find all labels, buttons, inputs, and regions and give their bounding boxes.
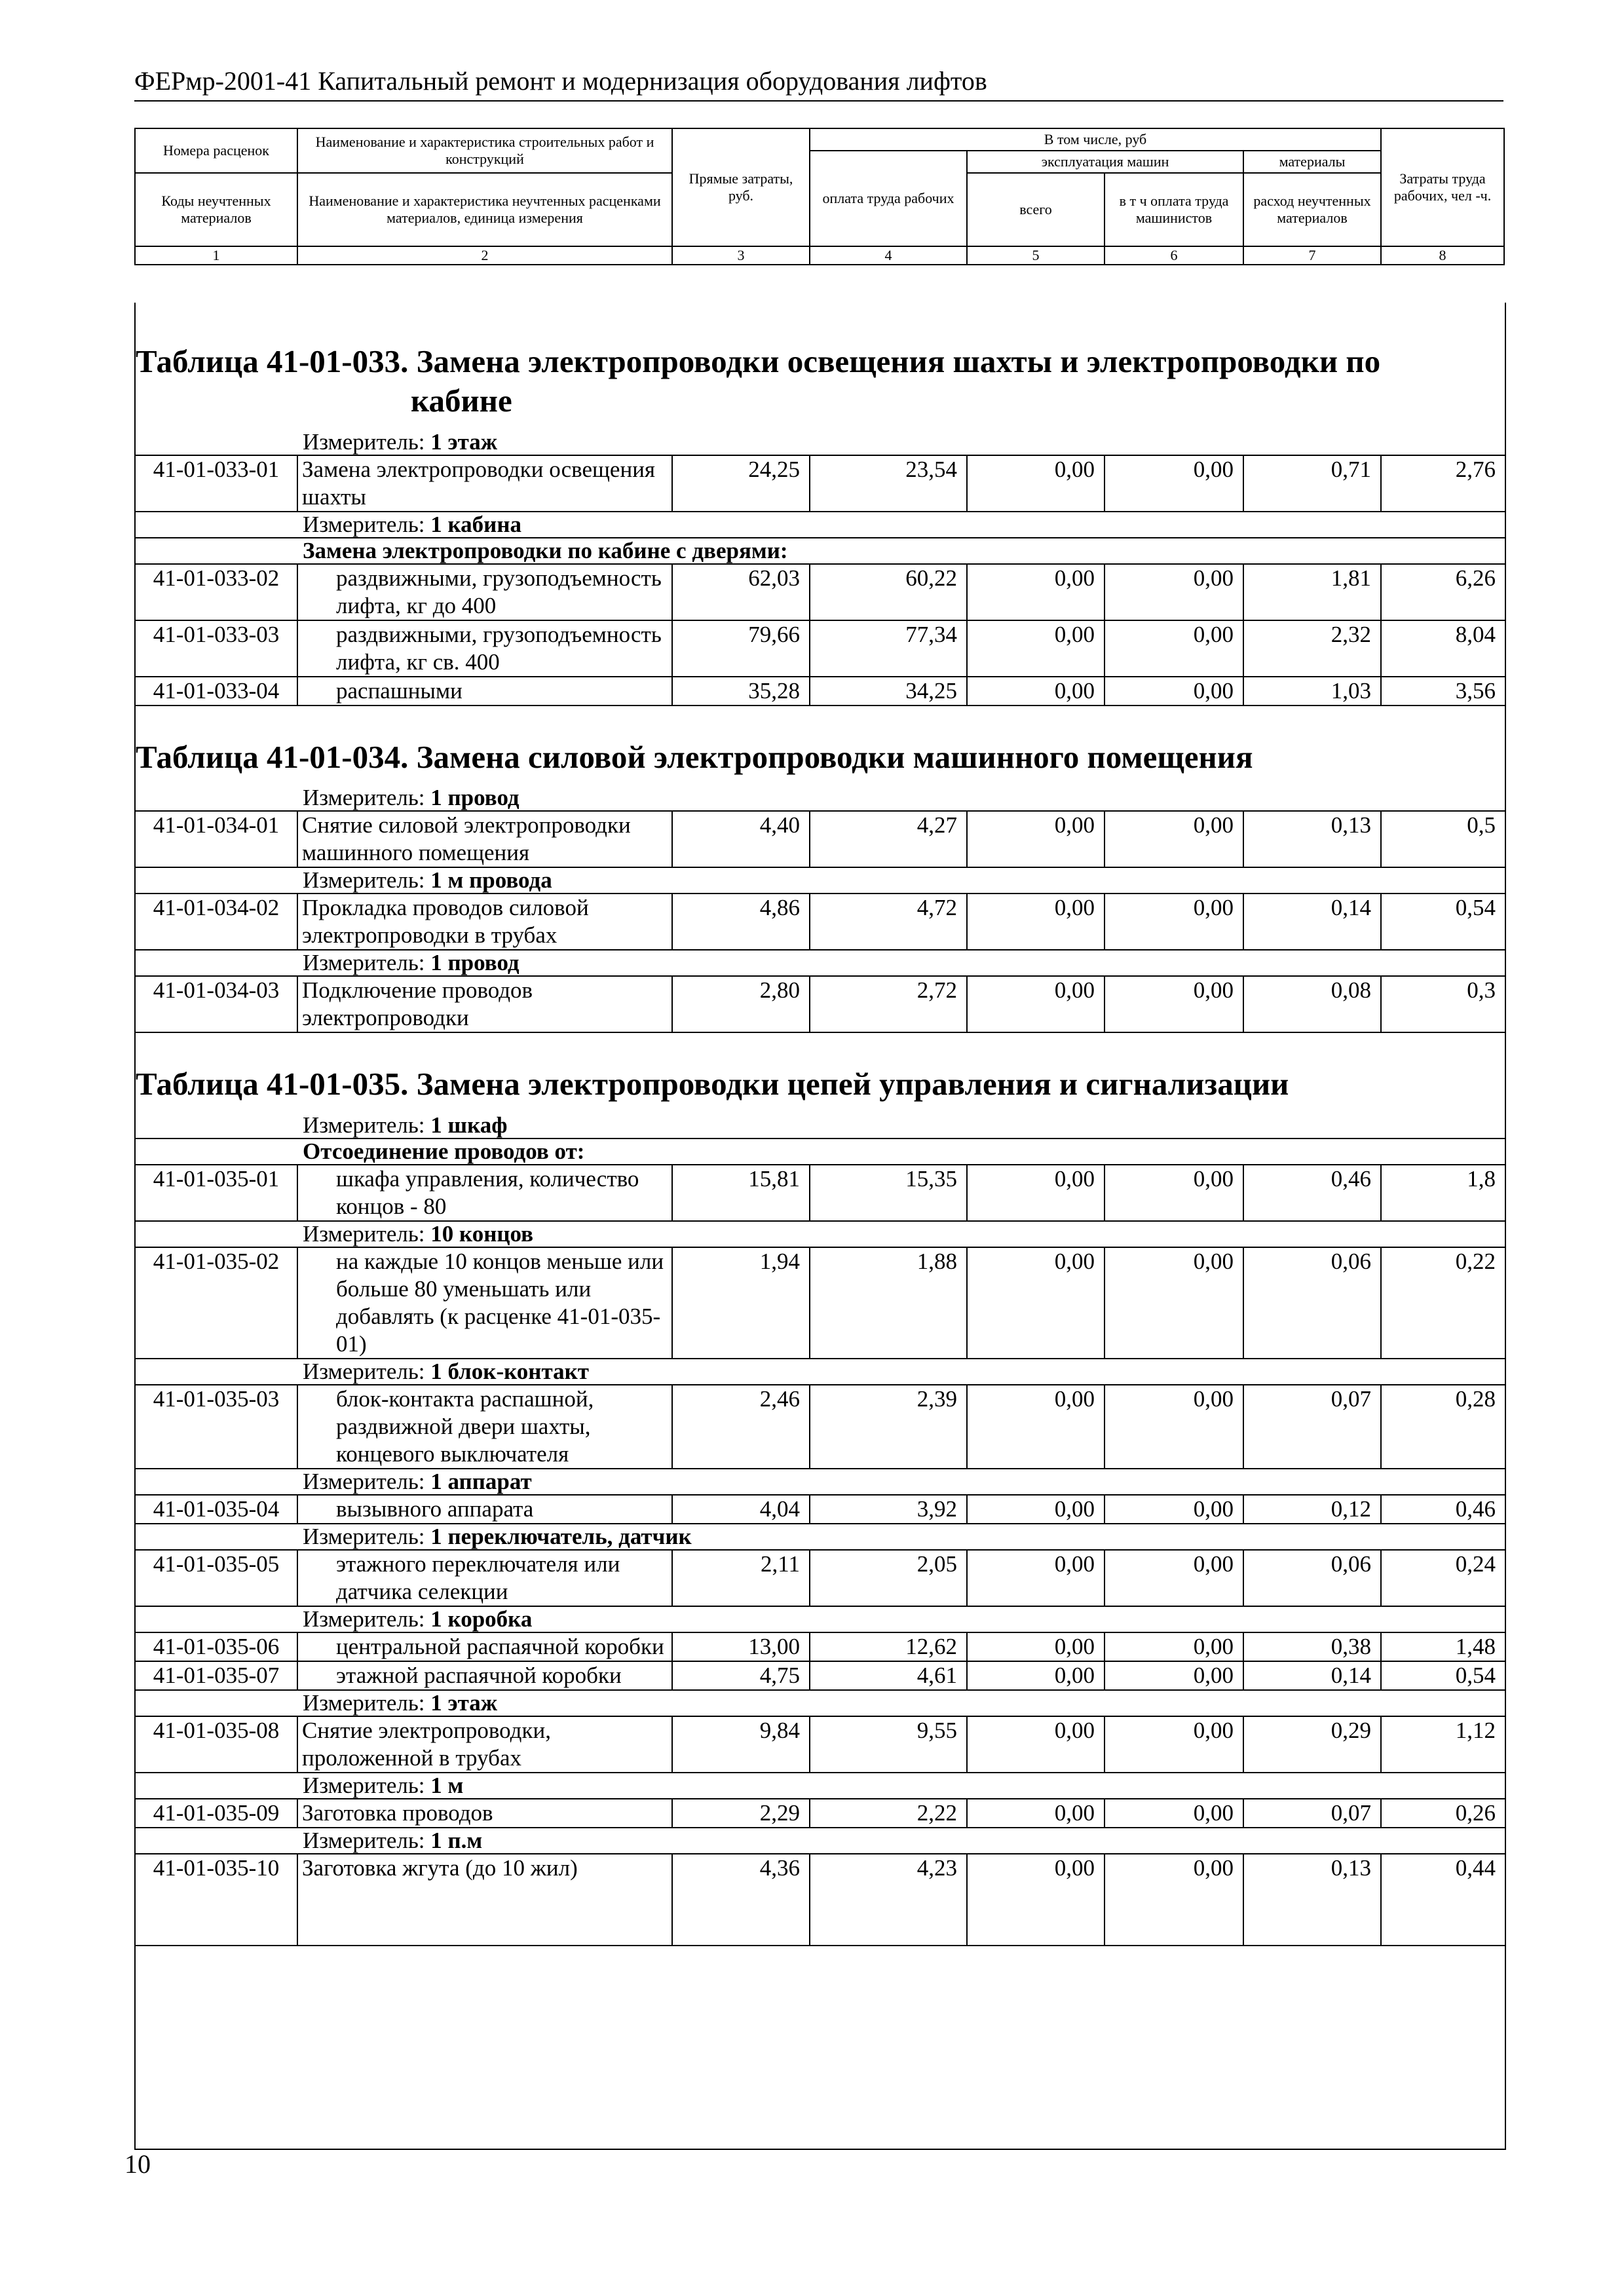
direct-costs-value: 1,94 xyxy=(673,1248,810,1359)
work-description: Замена электропроводки освещения шахты xyxy=(298,456,673,512)
header-number: 4 xyxy=(810,246,967,265)
operator-pay-value: 0,00 xyxy=(1105,1385,1244,1469)
labor-hours-value: 0,44 xyxy=(1382,1854,1505,1946)
machine-total-value: 0,00 xyxy=(968,621,1105,677)
worker-pay-value: 12,62 xyxy=(810,1633,968,1662)
group-heading: Замена электропроводки по кабине с дверями: xyxy=(136,538,1505,565)
worker-pay-value: 60,22 xyxy=(810,565,968,621)
labor-hours-value: 0,24 xyxy=(1382,1551,1505,1607)
work-description: Подключение проводов электропроводки xyxy=(298,977,673,1033)
labor-hours-value: 1,12 xyxy=(1382,1717,1505,1773)
worker-pay-value: 2,05 xyxy=(810,1551,968,1607)
rate-code: 41-01-035-10 xyxy=(136,1854,298,1946)
measure-label: Измеритель: xyxy=(303,428,425,455)
rate-code: 41-01-035-08 xyxy=(136,1717,298,1773)
direct-costs-value: 9,84 xyxy=(673,1717,810,1773)
work-description: Снятие силовой электропроводки машинного помещения xyxy=(298,812,673,868)
header-number: 3 xyxy=(672,246,810,265)
header-number: 7 xyxy=(1243,246,1381,265)
materials-value: 0,12 xyxy=(1244,1496,1382,1524)
operator-pay-value: 0,00 xyxy=(1105,1662,1244,1691)
labor-hours-value: 0,54 xyxy=(1382,894,1505,950)
materials-value: 0,71 xyxy=(1244,456,1382,512)
operator-pay-value: 0,00 xyxy=(1105,812,1244,868)
header-materials: материалы xyxy=(1243,151,1381,173)
header-direct-costs: Прямые затраты, руб. xyxy=(672,128,810,246)
direct-costs-value: 4,75 xyxy=(673,1662,810,1691)
direct-costs-value: 62,03 xyxy=(673,565,810,621)
measure-label: Измеритель: xyxy=(303,1112,425,1138)
measure-unit: 1 этаж xyxy=(430,428,498,455)
table-row xyxy=(136,1717,1505,1773)
materials-value: 0,38 xyxy=(1244,1633,1382,1662)
materials-value: 0,46 xyxy=(1244,1165,1382,1222)
header-labor-hours: Затраты труда рабочих, чел -ч. xyxy=(1381,128,1504,246)
header-including: В том числе, руб xyxy=(810,128,1381,151)
machine-total-value: 0,00 xyxy=(968,1551,1105,1607)
direct-costs-value: 4,86 xyxy=(673,894,810,950)
labor-hours-value: 0,46 xyxy=(1382,1496,1505,1524)
operator-pay-value: 0,00 xyxy=(1105,1633,1244,1662)
direct-costs-value: 79,66 xyxy=(673,621,810,677)
measure-unit: 1 шкаф xyxy=(430,1112,508,1138)
measure-unit: 1 м провода xyxy=(430,867,552,894)
materials-value: 0,14 xyxy=(1244,894,1382,950)
measure-label: Измеритель: xyxy=(303,785,425,811)
direct-costs-value: 24,25 xyxy=(673,456,810,512)
measure-unit: 10 концов xyxy=(430,1221,534,1247)
measure-unit: 1 переключатель, датчик xyxy=(430,1524,692,1550)
measure-label: Измеритель: xyxy=(303,1773,425,1799)
work-description: этажного переключателя или датчика селекции xyxy=(298,1551,673,1607)
labor-hours-value: 6,26 xyxy=(1382,565,1505,621)
worker-pay-value: 3,92 xyxy=(810,1496,968,1524)
machine-total-value: 0,00 xyxy=(968,677,1105,706)
header-number: 6 xyxy=(1105,246,1243,265)
machine-total-value: 0,00 xyxy=(968,1633,1105,1662)
rate-code: 41-01-034-03 xyxy=(136,977,298,1033)
materials-value: 0,13 xyxy=(1244,812,1382,868)
table-row xyxy=(136,894,1505,950)
machine-total-value: 0,00 xyxy=(968,1248,1105,1359)
worker-pay-value: 4,27 xyxy=(810,812,968,868)
rate-code: 41-01-035-04 xyxy=(136,1496,298,1524)
measure-unit-line xyxy=(136,1607,1505,1633)
worker-pay-value: 4,61 xyxy=(810,1662,968,1691)
operator-pay-value: 0,00 xyxy=(1105,677,1244,706)
header-machine-total: всего xyxy=(967,173,1105,246)
labor-hours-value: 1,8 xyxy=(1382,1165,1505,1222)
operator-pay-value: 0,00 xyxy=(1105,1165,1244,1222)
direct-costs-value: 13,00 xyxy=(673,1633,810,1662)
table-row xyxy=(136,1551,1505,1607)
labor-hours-value: 0,26 xyxy=(1382,1799,1505,1828)
rate-code: 41-01-035-09 xyxy=(136,1799,298,1828)
section-title-line1: Таблица 41-01-034. Замена силовой электропроводки машинного помещения xyxy=(136,738,1253,775)
labor-hours-value: 3,56 xyxy=(1382,677,1505,706)
measure-label: Измеритель: xyxy=(303,1359,425,1385)
work-description: центральной распаячной коробки xyxy=(298,1633,673,1662)
table-row xyxy=(136,456,1505,512)
header-rate-numbers: Номера расценок xyxy=(135,128,297,173)
rate-code: 41-01-033-02 xyxy=(136,565,298,621)
measure-label: Измеритель: xyxy=(303,1606,425,1632)
worker-pay-value: 1,88 xyxy=(810,1248,968,1359)
rate-code: 41-01-033-01 xyxy=(136,456,298,512)
worker-pay-value: 4,72 xyxy=(810,894,968,950)
work-description: раздвижными, грузоподъемность лифта, кг до 400 xyxy=(298,565,673,621)
machine-total-value: 0,00 xyxy=(968,1385,1105,1469)
machine-total-value: 0,00 xyxy=(968,1496,1105,1524)
worker-pay-value: 15,35 xyxy=(810,1165,968,1222)
operator-pay-value: 0,00 xyxy=(1105,456,1244,512)
table-row xyxy=(136,812,1505,868)
measure-label: Измеритель: xyxy=(303,950,425,976)
measure-unit: 1 провод xyxy=(430,785,519,811)
materials-value: 0,07 xyxy=(1244,1385,1382,1469)
machine-total-value: 0,00 xyxy=(968,1662,1105,1691)
materials-value: 0,06 xyxy=(1244,1551,1382,1607)
machine-total-value: 0,00 xyxy=(968,1854,1105,1946)
labor-hours-value: 8,04 xyxy=(1382,621,1505,677)
work-description: Заготовка проводов xyxy=(298,1799,673,1828)
measure-unit-line xyxy=(136,512,1505,538)
table-row xyxy=(136,621,1505,677)
title-rule xyxy=(134,100,1503,102)
labor-hours-value: 0,22 xyxy=(1382,1248,1505,1359)
header-material-names: Наименование и характеристика неучтенных расценками материалов, единица измерения xyxy=(297,173,672,246)
table-row xyxy=(136,1662,1505,1691)
measure-label: Измеритель: xyxy=(303,1828,425,1854)
header-number: 1 xyxy=(135,246,297,265)
rate-code: 41-01-033-04 xyxy=(136,677,298,706)
table-row xyxy=(136,977,1505,1033)
operator-pay-value: 0,00 xyxy=(1105,894,1244,950)
operator-pay-value: 0,00 xyxy=(1105,565,1244,621)
measure-unit-line xyxy=(136,1828,1505,1854)
work-description: вызывного аппарата xyxy=(298,1496,673,1524)
direct-costs-value: 2,29 xyxy=(673,1799,810,1828)
column-header-table xyxy=(134,128,1505,265)
measure-unit: 1 провод xyxy=(430,950,519,976)
table-row xyxy=(136,1385,1505,1469)
measure-label: Измеритель: xyxy=(303,511,425,537)
operator-pay-value: 0,00 xyxy=(1105,1854,1244,1946)
machine-total-value: 0,00 xyxy=(968,812,1105,868)
work-description: Снятие электропроводки, проложенной в трубах xyxy=(298,1717,673,1773)
header-material-consumption: расход неучтенных материалов xyxy=(1243,173,1381,246)
work-description: этажной распаячной коробки xyxy=(298,1662,673,1691)
worker-pay-value: 9,55 xyxy=(810,1717,968,1773)
measure-unit-line xyxy=(136,1691,1505,1717)
operator-pay-value: 0,00 xyxy=(1105,977,1244,1033)
group-heading: Отсоединение проводов от: xyxy=(136,1139,1505,1165)
rate-code: 41-01-033-03 xyxy=(136,621,298,677)
measure-label: Измеритель: xyxy=(303,1221,425,1247)
materials-value: 0,07 xyxy=(1244,1799,1382,1828)
labor-hours-value: 0,3 xyxy=(1382,977,1505,1033)
page-number: 10 xyxy=(124,2149,151,2179)
header-number: 8 xyxy=(1381,246,1504,265)
measure-unit-line xyxy=(136,1524,1505,1551)
operator-pay-value: 0,00 xyxy=(1105,1717,1244,1773)
machine-total-value: 0,00 xyxy=(968,565,1105,621)
work-description: распашными xyxy=(298,677,673,706)
work-description: Заготовка жгута (до 10 жил) xyxy=(298,1854,673,1946)
worker-pay-value: 4,23 xyxy=(810,1854,968,1946)
operator-pay-value: 0,00 xyxy=(1105,1248,1244,1359)
materials-value: 0,13 xyxy=(1244,1854,1382,1946)
machine-total-value: 0,00 xyxy=(968,1717,1105,1773)
machine-total-value: 0,00 xyxy=(968,977,1105,1033)
machine-total-value: 0,00 xyxy=(968,456,1105,512)
machine-total-value: 0,00 xyxy=(968,894,1105,950)
materials-value: 1,81 xyxy=(1244,565,1382,621)
operator-pay-value: 0,00 xyxy=(1105,1496,1244,1524)
section-title xyxy=(136,1033,1505,1113)
worker-pay-value: 2,22 xyxy=(810,1799,968,1828)
worker-pay-value: 77,34 xyxy=(810,621,968,677)
measure-unit: 1 аппарат xyxy=(430,1469,532,1495)
measure-label: Измеритель: xyxy=(303,1469,425,1495)
measure-label: Измеритель: xyxy=(303,867,425,894)
header-operator-pay: в т ч оплата труда машинистов xyxy=(1105,173,1243,246)
materials-value: 0,29 xyxy=(1244,1717,1382,1773)
table-row xyxy=(136,1799,1505,1828)
measure-unit: 1 м xyxy=(430,1773,464,1799)
rate-code: 41-01-035-05 xyxy=(136,1551,298,1607)
work-description: раздвижными, грузоподъемность лифта, кг св. 400 xyxy=(298,621,673,677)
direct-costs-value: 2,11 xyxy=(673,1551,810,1607)
operator-pay-value: 0,00 xyxy=(1105,1551,1244,1607)
labor-hours-value: 0,28 xyxy=(1382,1385,1505,1469)
machine-total-value: 0,00 xyxy=(968,1165,1105,1222)
rate-code: 41-01-035-07 xyxy=(136,1662,298,1691)
work-description: Прокладка проводов силовой электропроводки в трубах xyxy=(298,894,673,950)
worker-pay-value: 34,25 xyxy=(810,677,968,706)
table-row xyxy=(136,565,1505,621)
header-machine-operation: эксплуатация машин xyxy=(967,151,1243,173)
measure-unit-line xyxy=(136,950,1505,977)
document-title: ФЕРмр-2001-41 Капитальный ремонт и модернизация оборудования лифтов xyxy=(134,66,987,96)
table-row xyxy=(136,1854,1505,1946)
measure-unit-line xyxy=(136,1222,1505,1248)
header-material-codes: Коды неучтенных материалов xyxy=(135,173,297,246)
work-description: блок-контакта распашной, раздвижной двери шахты, концевого выключателя xyxy=(298,1385,673,1469)
measure-unit: 1 кабина xyxy=(430,511,521,537)
section-title-line1: Таблица 41-01-035. Замена электропроводки цепей управления и сигнализации xyxy=(136,1066,1289,1102)
worker-pay-value: 23,54 xyxy=(810,456,968,512)
table-row xyxy=(136,1165,1505,1222)
labor-hours-value: 2,76 xyxy=(1382,456,1505,512)
section-title-line1: Таблица 41-01-033. Замена электропроводки освещения шахты и электропроводки по xyxy=(136,343,1381,379)
section-title xyxy=(136,303,1505,430)
measure-unit-line xyxy=(136,1773,1505,1799)
materials-value: 0,14 xyxy=(1244,1662,1382,1691)
table-row xyxy=(136,1248,1505,1359)
measure-unit-line xyxy=(136,1469,1505,1496)
materials-value: 0,08 xyxy=(1244,977,1382,1033)
direct-costs-value: 35,28 xyxy=(673,677,810,706)
operator-pay-value: 0,00 xyxy=(1105,621,1244,677)
measure-label: Измеритель: xyxy=(303,1690,425,1716)
header-worker-pay: оплата труда рабочих xyxy=(810,151,967,246)
worker-pay-value: 2,72 xyxy=(810,977,968,1033)
direct-costs-value: 2,46 xyxy=(673,1385,810,1469)
rate-code: 41-01-034-01 xyxy=(136,812,298,868)
header-number: 2 xyxy=(297,246,672,265)
header-number: 5 xyxy=(967,246,1105,265)
measure-unit: 1 блок-контакт xyxy=(430,1359,589,1385)
machine-total-value: 0,00 xyxy=(968,1799,1105,1828)
measure-label: Измеритель: xyxy=(303,1524,425,1550)
rate-code: 41-01-035-01 xyxy=(136,1165,298,1222)
table-row xyxy=(136,1633,1505,1662)
work-description: шкафа управления, количество концов - 80 xyxy=(298,1165,673,1222)
rate-code: 41-01-035-02 xyxy=(136,1248,298,1359)
rates-table-body xyxy=(134,303,1506,2150)
rate-code: 41-01-034-02 xyxy=(136,894,298,950)
measure-unit-line xyxy=(136,785,1505,812)
direct-costs-value: 4,40 xyxy=(673,812,810,868)
labor-hours-value: 1,48 xyxy=(1382,1633,1505,1662)
worker-pay-value: 2,39 xyxy=(810,1385,968,1469)
section-title-line2: кабине xyxy=(411,382,512,419)
rate-code: 41-01-035-03 xyxy=(136,1385,298,1469)
measure-unit: 1 этаж xyxy=(430,1690,498,1716)
rate-code: 41-01-035-06 xyxy=(136,1633,298,1662)
measure-unit: 1 коробка xyxy=(430,1606,533,1632)
labor-hours-value: 0,5 xyxy=(1382,812,1505,868)
materials-value: 0,06 xyxy=(1244,1248,1382,1359)
labor-hours-value: 0,54 xyxy=(1382,1662,1505,1691)
measure-unit-line xyxy=(136,868,1505,894)
section-title xyxy=(136,706,1505,786)
direct-costs-value: 15,81 xyxy=(673,1165,810,1222)
table-row xyxy=(136,677,1505,706)
direct-costs-value: 4,04 xyxy=(673,1496,810,1524)
measure-unit: 1 п.м xyxy=(430,1828,483,1854)
table-row xyxy=(136,1496,1505,1524)
measure-unit-line xyxy=(136,1359,1505,1385)
work-description: на каждые 10 концов меньше или больше 80 уменьшать или добавлять (к расценке 41-01-035-01) xyxy=(298,1248,673,1359)
direct-costs-value: 4,36 xyxy=(673,1854,810,1946)
operator-pay-value: 0,00 xyxy=(1105,1799,1244,1828)
measure-unit-line xyxy=(136,1113,1505,1139)
materials-value: 2,32 xyxy=(1244,621,1382,677)
materials-value: 1,03 xyxy=(1244,677,1382,706)
direct-costs-value: 2,80 xyxy=(673,977,810,1033)
header-work-name: Наименование и характеристика строительных работ и конструкций xyxy=(297,128,672,173)
measure-unit-line xyxy=(136,430,1505,456)
